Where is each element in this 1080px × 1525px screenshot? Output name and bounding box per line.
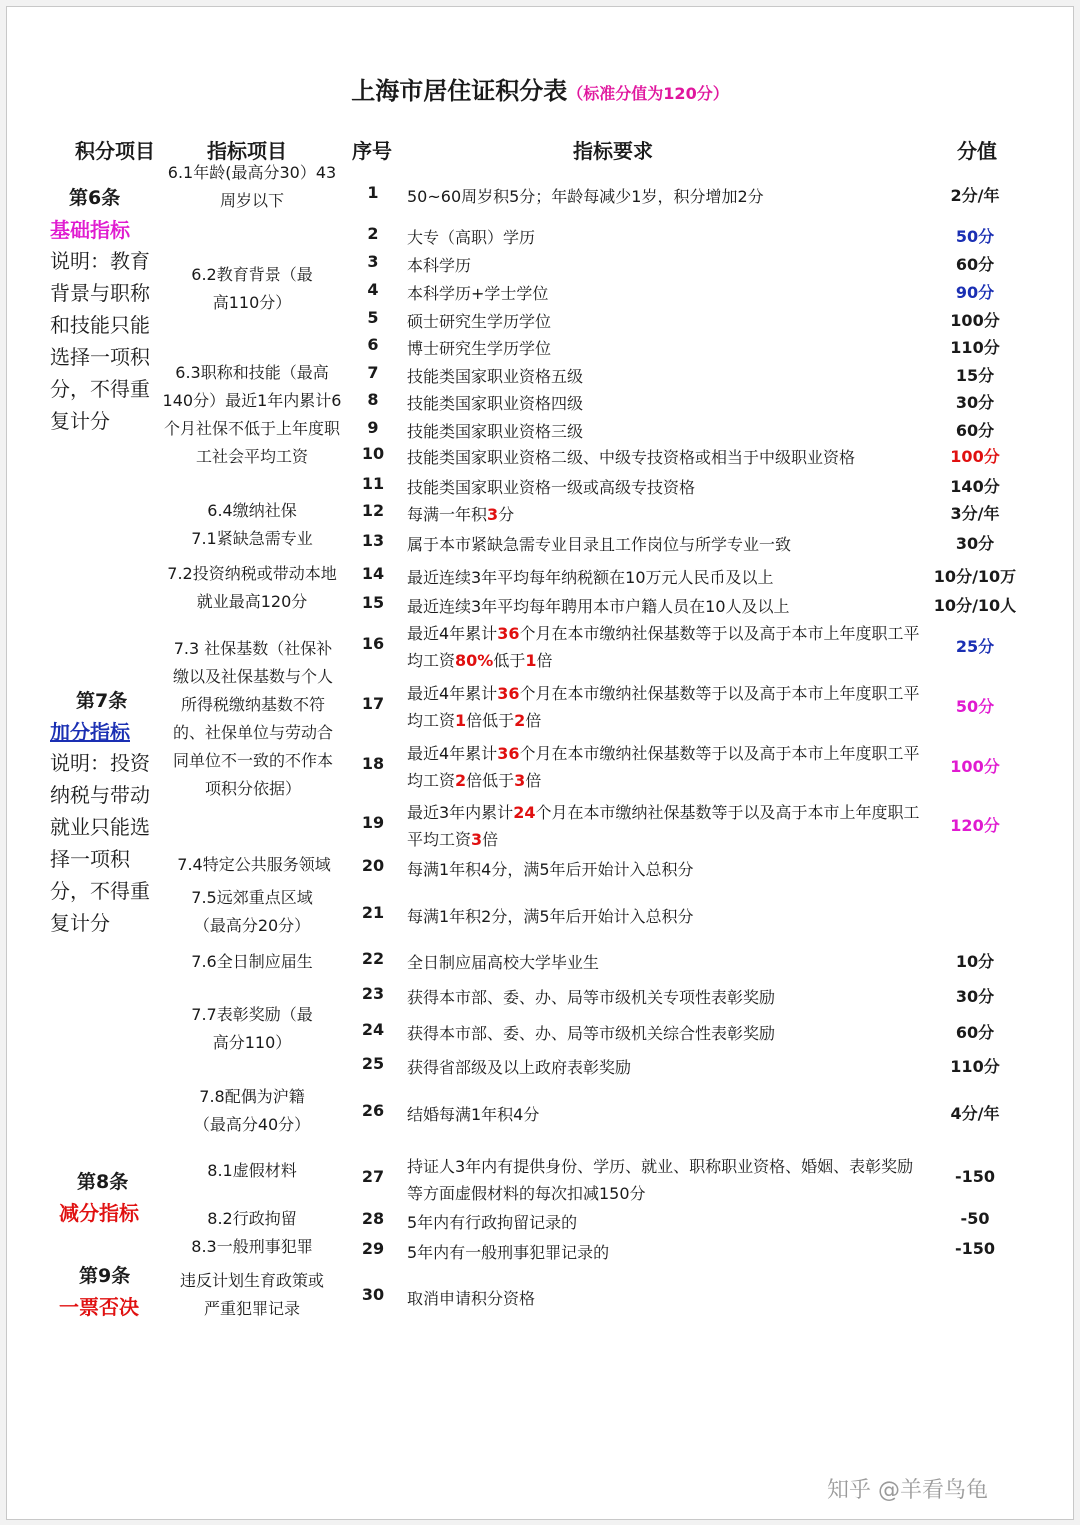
indicator-7-5: 7.5远郊重点区域（最高分20分） xyxy=(191,888,313,935)
row-requirement xyxy=(407,1101,927,1128)
row-score: 120分 xyxy=(950,816,1000,835)
requirement-text: 全日制应届高校大学毕业生 xyxy=(407,953,600,972)
requirement-text: 技能类国家职业资格五级 xyxy=(407,367,584,386)
indicator-7-7: 7.7表彰奖励（最高分110） xyxy=(191,1005,313,1052)
row-seq: 8 xyxy=(367,390,379,409)
row-score: -150 xyxy=(954,1239,996,1258)
watermark: 知乎 @羊看鸟龟 xyxy=(827,1478,988,1503)
indicator-8-2: 8.2行政拘留 xyxy=(207,1209,297,1228)
row-requirement xyxy=(407,984,927,1011)
header-indicator: 指标项目 xyxy=(207,139,287,163)
requirement-text: 取消申请积分资格 xyxy=(407,1289,536,1308)
article-9: 第9条 xyxy=(79,1265,131,1287)
row-score: 2分/年 xyxy=(950,186,1000,205)
row-score: 60分 xyxy=(955,1023,995,1042)
row-score: 10分/10万 xyxy=(933,567,1017,586)
row-seq: 6 xyxy=(367,335,379,354)
row-score: 10分/10人 xyxy=(933,596,1017,615)
requirement-text: 获得本市部、委、办、局等市级机关专项性表彰奖励 xyxy=(407,988,776,1007)
requirement-text: 持证人3年内有提供身份、学历、就业、职称职业资格、婚姻、表彰奖励等方面虚假材料的每次扣减150分 xyxy=(407,1157,914,1203)
indicator-8-1: 8.1虚假材料 xyxy=(207,1161,297,1180)
indicator-7-4: 7.4特定公共服务领域 xyxy=(177,855,331,874)
requirement-text: 技能类国家职业资格二级、中级专技资格或相当于中级职业资格 xyxy=(407,448,856,467)
row-requirement xyxy=(407,531,927,558)
requirement-text: 每满一年积 xyxy=(407,505,488,524)
row-score: 30分 xyxy=(955,987,995,1006)
requirement-text: 技能类国家职业资格四级 xyxy=(407,394,584,413)
highlight-number: 36 xyxy=(497,624,520,643)
row-seq: 12 xyxy=(361,501,385,520)
requirement-text: 硕士研究生学历学位 xyxy=(407,312,552,331)
indicator-7-1: 7.1紧缺急需专业 xyxy=(191,529,313,548)
row-seq: 4 xyxy=(367,280,379,299)
row-seq: 28 xyxy=(361,1209,385,1228)
page-title xyxy=(7,71,1073,106)
row-score: 60分 xyxy=(955,255,995,274)
requirement-text: 获得省部级及以上政府表彰奖励 xyxy=(407,1058,632,1077)
row-requirement xyxy=(407,1153,927,1207)
requirement-text: 技能类国家职业资格一级或高级专技资格 xyxy=(407,478,696,497)
row-score: 100分 xyxy=(950,311,1000,330)
tag-veto: 一票否决 xyxy=(59,1295,139,1319)
requirement-text: 倍 xyxy=(536,651,553,670)
indicator-6-1: 6.1年龄(最高分30）43周岁以下 xyxy=(167,163,337,210)
row-requirement xyxy=(407,903,927,930)
row-seq: 27 xyxy=(361,1167,385,1186)
row-requirement xyxy=(407,224,927,251)
highlight-number: 2 xyxy=(514,711,526,730)
header-requirement: 指标要求 xyxy=(573,139,653,163)
row-score: -50 xyxy=(960,1209,990,1228)
row-score: 30分 xyxy=(955,534,995,553)
requirement-text: 每满1年积4分，满5年后开始计入总积分 xyxy=(407,860,694,879)
row-seq: 3 xyxy=(367,252,379,271)
document-page xyxy=(6,6,1074,1520)
row-score: 10分 xyxy=(955,952,995,971)
row-score: 100分 xyxy=(950,447,1000,466)
row-requirement xyxy=(407,474,927,501)
requirement-text: 每满1年积2分，满5年后开始计入总积分 xyxy=(407,907,694,926)
row-seq: 23 xyxy=(361,984,385,1003)
header-category: 积分项目 xyxy=(75,139,155,163)
requirement-text: 获得本市部、委、办、局等市级机关综合性表彰奖励 xyxy=(407,1024,776,1043)
highlight-number: 1 xyxy=(525,651,537,670)
row-requirement xyxy=(407,680,927,734)
row-seq: 11 xyxy=(361,474,385,493)
row-score: 50分 xyxy=(955,227,995,246)
row-seq: 29 xyxy=(361,1239,385,1258)
row-seq: 17 xyxy=(361,694,385,713)
header-seq: 序号 xyxy=(352,139,392,163)
indicator-6-4: 6.4缴纳社保 xyxy=(207,501,297,520)
row-requirement xyxy=(407,1209,927,1236)
requirement-text: 倍低于 xyxy=(466,711,515,730)
row-requirement xyxy=(407,1020,927,1047)
row-seq: 1 xyxy=(367,183,379,202)
indicator-7-8: 7.8配偶为沪籍（最高分40分） xyxy=(193,1087,311,1134)
highlight-number: 3 xyxy=(487,505,499,524)
requirement-text: 倍 xyxy=(482,830,499,849)
requirement-text: 本科学历 xyxy=(407,256,472,275)
highlight-number: 2 xyxy=(455,771,467,790)
requirement-text: 50~60周岁积5分；年龄每减少1岁，积分增加2分 xyxy=(407,187,764,206)
requirement-text: 倍 xyxy=(525,771,542,790)
row-requirement xyxy=(407,252,927,279)
requirement-text: 本科学历+学士学位 xyxy=(407,284,549,303)
row-score: 4分/年 xyxy=(950,1104,1000,1123)
header-score: 分值 xyxy=(957,139,997,163)
indicator-7-2: 7.2投资纳税或带动本地就业最高120分 xyxy=(167,564,337,611)
requirement-text: 倍低于 xyxy=(466,771,515,790)
row-score: 90分 xyxy=(955,283,995,302)
indicator-9: 违反计划生育政策或严重犯罪记录 xyxy=(179,1271,324,1318)
row-seq: 14 xyxy=(361,564,385,583)
row-requirement xyxy=(407,308,927,335)
row-requirement xyxy=(407,335,927,362)
tag-deduction-indicators: 减分指标 xyxy=(59,1201,139,1225)
row-seq: 16 xyxy=(361,634,385,653)
row-seq: 2 xyxy=(367,224,379,243)
row-score: 100分 xyxy=(950,757,1000,776)
row-seq: 25 xyxy=(361,1054,385,1073)
row-seq: 10 xyxy=(361,444,385,463)
requirement-text: 个月在本市缴纳社保基数等于以及高于本市上年度职工平均工资 xyxy=(407,684,920,730)
requirement-text: 分 xyxy=(498,505,515,524)
row-requirement xyxy=(407,1054,927,1081)
article-6: 第6条 xyxy=(69,187,121,209)
highlight-number: 80% xyxy=(455,651,494,670)
row-seq: 18 xyxy=(361,754,385,773)
indicator-7-6: 7.6全日制应届生 xyxy=(191,952,313,971)
requirement-text: 最近3年内累计 xyxy=(407,803,514,822)
highlight-number: 36 xyxy=(497,744,520,763)
article-8: 第8条 xyxy=(77,1171,129,1193)
row-score: 60分 xyxy=(955,421,995,440)
row-requirement xyxy=(407,280,927,307)
note-section-7: 说明：投资纳税与带动就业只能选择一项积分，不得重复计分 xyxy=(50,751,150,935)
highlight-number: 36 xyxy=(497,684,520,703)
title-subtitle: （标准分值为120分） xyxy=(567,84,729,103)
requirement-text: 属于本市紧缺急需专业目录且工作岗位与所学专业一致 xyxy=(407,535,792,554)
row-score: 110分 xyxy=(950,1057,1000,1076)
row-score: -150 xyxy=(954,1167,996,1186)
row-seq: 5 xyxy=(367,308,379,327)
row-seq: 30 xyxy=(361,1285,385,1304)
row-seq: 21 xyxy=(361,903,385,922)
requirement-text: 低于 xyxy=(493,651,526,670)
row-score: 140分 xyxy=(950,477,1000,496)
requirement-text: 个月在本市缴纳社保基数等于以及高于本市上年度职工平均工资 xyxy=(407,744,920,790)
row-seq: 15 xyxy=(361,593,385,612)
requirement-text: 个月在本市缴纳社保基数等于以及高于本市上年度职工平均工资 xyxy=(407,624,920,670)
tag-basic-indicators: 基础指标 xyxy=(50,218,130,242)
indicator-6-2: 6.2教育背景（最高110分） xyxy=(191,265,313,312)
row-requirement xyxy=(407,799,927,853)
requirement-text: 个月在本市缴纳社保基数等于以及高于本市上年度职工平均工资 xyxy=(407,803,920,849)
requirement-text: 最近4年累计 xyxy=(407,624,498,643)
row-requirement xyxy=(407,949,927,976)
row-seq: 24 xyxy=(361,1020,385,1039)
row-seq: 26 xyxy=(361,1101,385,1120)
row-score: 30分 xyxy=(955,393,995,412)
row-score: 15分 xyxy=(955,366,995,385)
row-seq: 19 xyxy=(361,813,385,832)
row-requirement xyxy=(407,1239,927,1266)
highlight-number: 3 xyxy=(471,830,483,849)
requirement-text: 大专（高职）学历 xyxy=(407,228,536,247)
requirement-text: 最近连续3年平均每年聘用本市户籍人员在10人及以上 xyxy=(407,597,790,616)
requirement-text: 5年内有行政拘留记录的 xyxy=(407,1213,578,1232)
row-score: 50分 xyxy=(955,697,995,716)
requirement-text: 最近4年累计 xyxy=(407,744,498,763)
row-score: 25分 xyxy=(955,637,995,656)
requirement-text: 技能类国家职业资格三级 xyxy=(407,422,584,441)
row-requirement xyxy=(407,418,927,445)
indicator-6-3: 6.3职称和技能（最高140分）最近1年内累计6个月社保不低于上年度职工社会平均工资 xyxy=(162,363,342,466)
row-seq: 22 xyxy=(361,949,385,968)
requirement-text: 最近连续3年平均每年纳税额在10万元人民币及以上 xyxy=(407,568,774,587)
row-requirement xyxy=(407,501,927,528)
row-requirement xyxy=(407,183,927,210)
row-requirement xyxy=(407,1285,927,1312)
requirement-text: 倍 xyxy=(525,711,542,730)
row-requirement xyxy=(407,444,927,471)
row-score: 110分 xyxy=(950,338,1000,357)
requirement-text: 5年内有一般刑事犯罪记录的 xyxy=(407,1243,610,1262)
row-requirement xyxy=(407,856,927,883)
article-7: 第7条 xyxy=(76,690,128,712)
row-requirement xyxy=(407,363,927,390)
highlight-number: 3 xyxy=(514,771,526,790)
row-seq: 13 xyxy=(361,531,385,550)
highlight-number: 1 xyxy=(455,711,467,730)
note-section-6: 说明：教育背景与职称和技能只能选择一项积分，不得重复计分 xyxy=(50,249,150,433)
row-score: 3分/年 xyxy=(950,504,1000,523)
row-seq: 20 xyxy=(361,856,385,875)
indicator-7-3: 7.3 社保基数（社保补缴以及社保基数与个人所得税缴纳基数不符的、社保单位与劳动合同单位不一致的不作本项积分依据） xyxy=(172,639,333,798)
indicator-8-3: 8.3一般刑事犯罪 xyxy=(191,1237,313,1256)
row-requirement xyxy=(407,564,927,591)
row-seq: 7 xyxy=(367,363,379,382)
tag-bonus-indicators: 加分指标 xyxy=(50,720,130,744)
requirement-text: 博士研究生学历学位 xyxy=(407,339,552,358)
row-requirement xyxy=(407,740,927,794)
row-requirement xyxy=(407,620,927,674)
highlight-number: 24 xyxy=(513,803,536,822)
row-seq: 9 xyxy=(367,418,379,437)
requirement-text: 结婚每满1年积4分 xyxy=(407,1105,540,1124)
row-requirement xyxy=(407,390,927,417)
row-requirement xyxy=(407,593,927,620)
requirement-text: 最近4年累计 xyxy=(407,684,498,703)
title-main: 上海市居住证积分表 xyxy=(351,77,568,105)
